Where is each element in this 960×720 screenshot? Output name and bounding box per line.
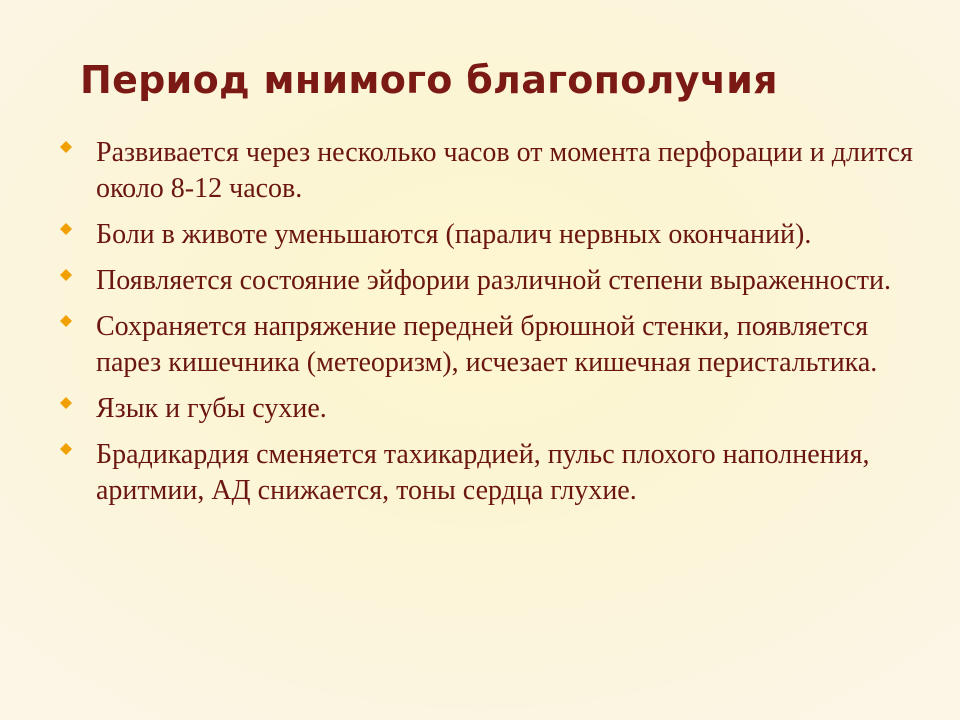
diamond-bullet-icon	[60, 397, 72, 409]
diamond-bullet-icon	[60, 141, 72, 153]
bullet-list	[56, 135, 936, 519]
diamond-bullet-icon	[60, 223, 72, 235]
slide-title: Период мнимого благополучия	[80, 58, 778, 102]
bullet-item	[56, 135, 936, 207]
bullet-text: Боли в животе уменьшаются (паралич нервных окончаний).	[96, 219, 812, 250]
bullet-item	[56, 217, 936, 253]
bullet-item	[56, 309, 936, 381]
bullet-text: Появляется состояние эйфории различной степени выраженности.	[96, 265, 892, 296]
bullet-item	[56, 437, 936, 509]
bullet-text: Язык и губы сухие.	[96, 393, 327, 424]
diamond-bullet-icon	[60, 315, 72, 327]
diamond-bullet-icon	[60, 443, 72, 455]
bullet-item	[56, 263, 936, 299]
bullet-text: Развивается через несколько часов от момента перфорации и длится около 8-12 часов.	[96, 137, 913, 204]
bullet-item	[56, 391, 936, 427]
diamond-bullet-icon	[60, 269, 72, 281]
bullet-text: Брадикардия сменяется тахикардией, пульс плохого наполнения, аритмии, АД снижается, тоны сердца глухие.	[96, 439, 870, 506]
bullet-text: Сохраняется напряжение передней брюшной стенки, появляется парез кишечника (метеоризм), исчезает кишечная перистальтика.	[96, 311, 878, 378]
